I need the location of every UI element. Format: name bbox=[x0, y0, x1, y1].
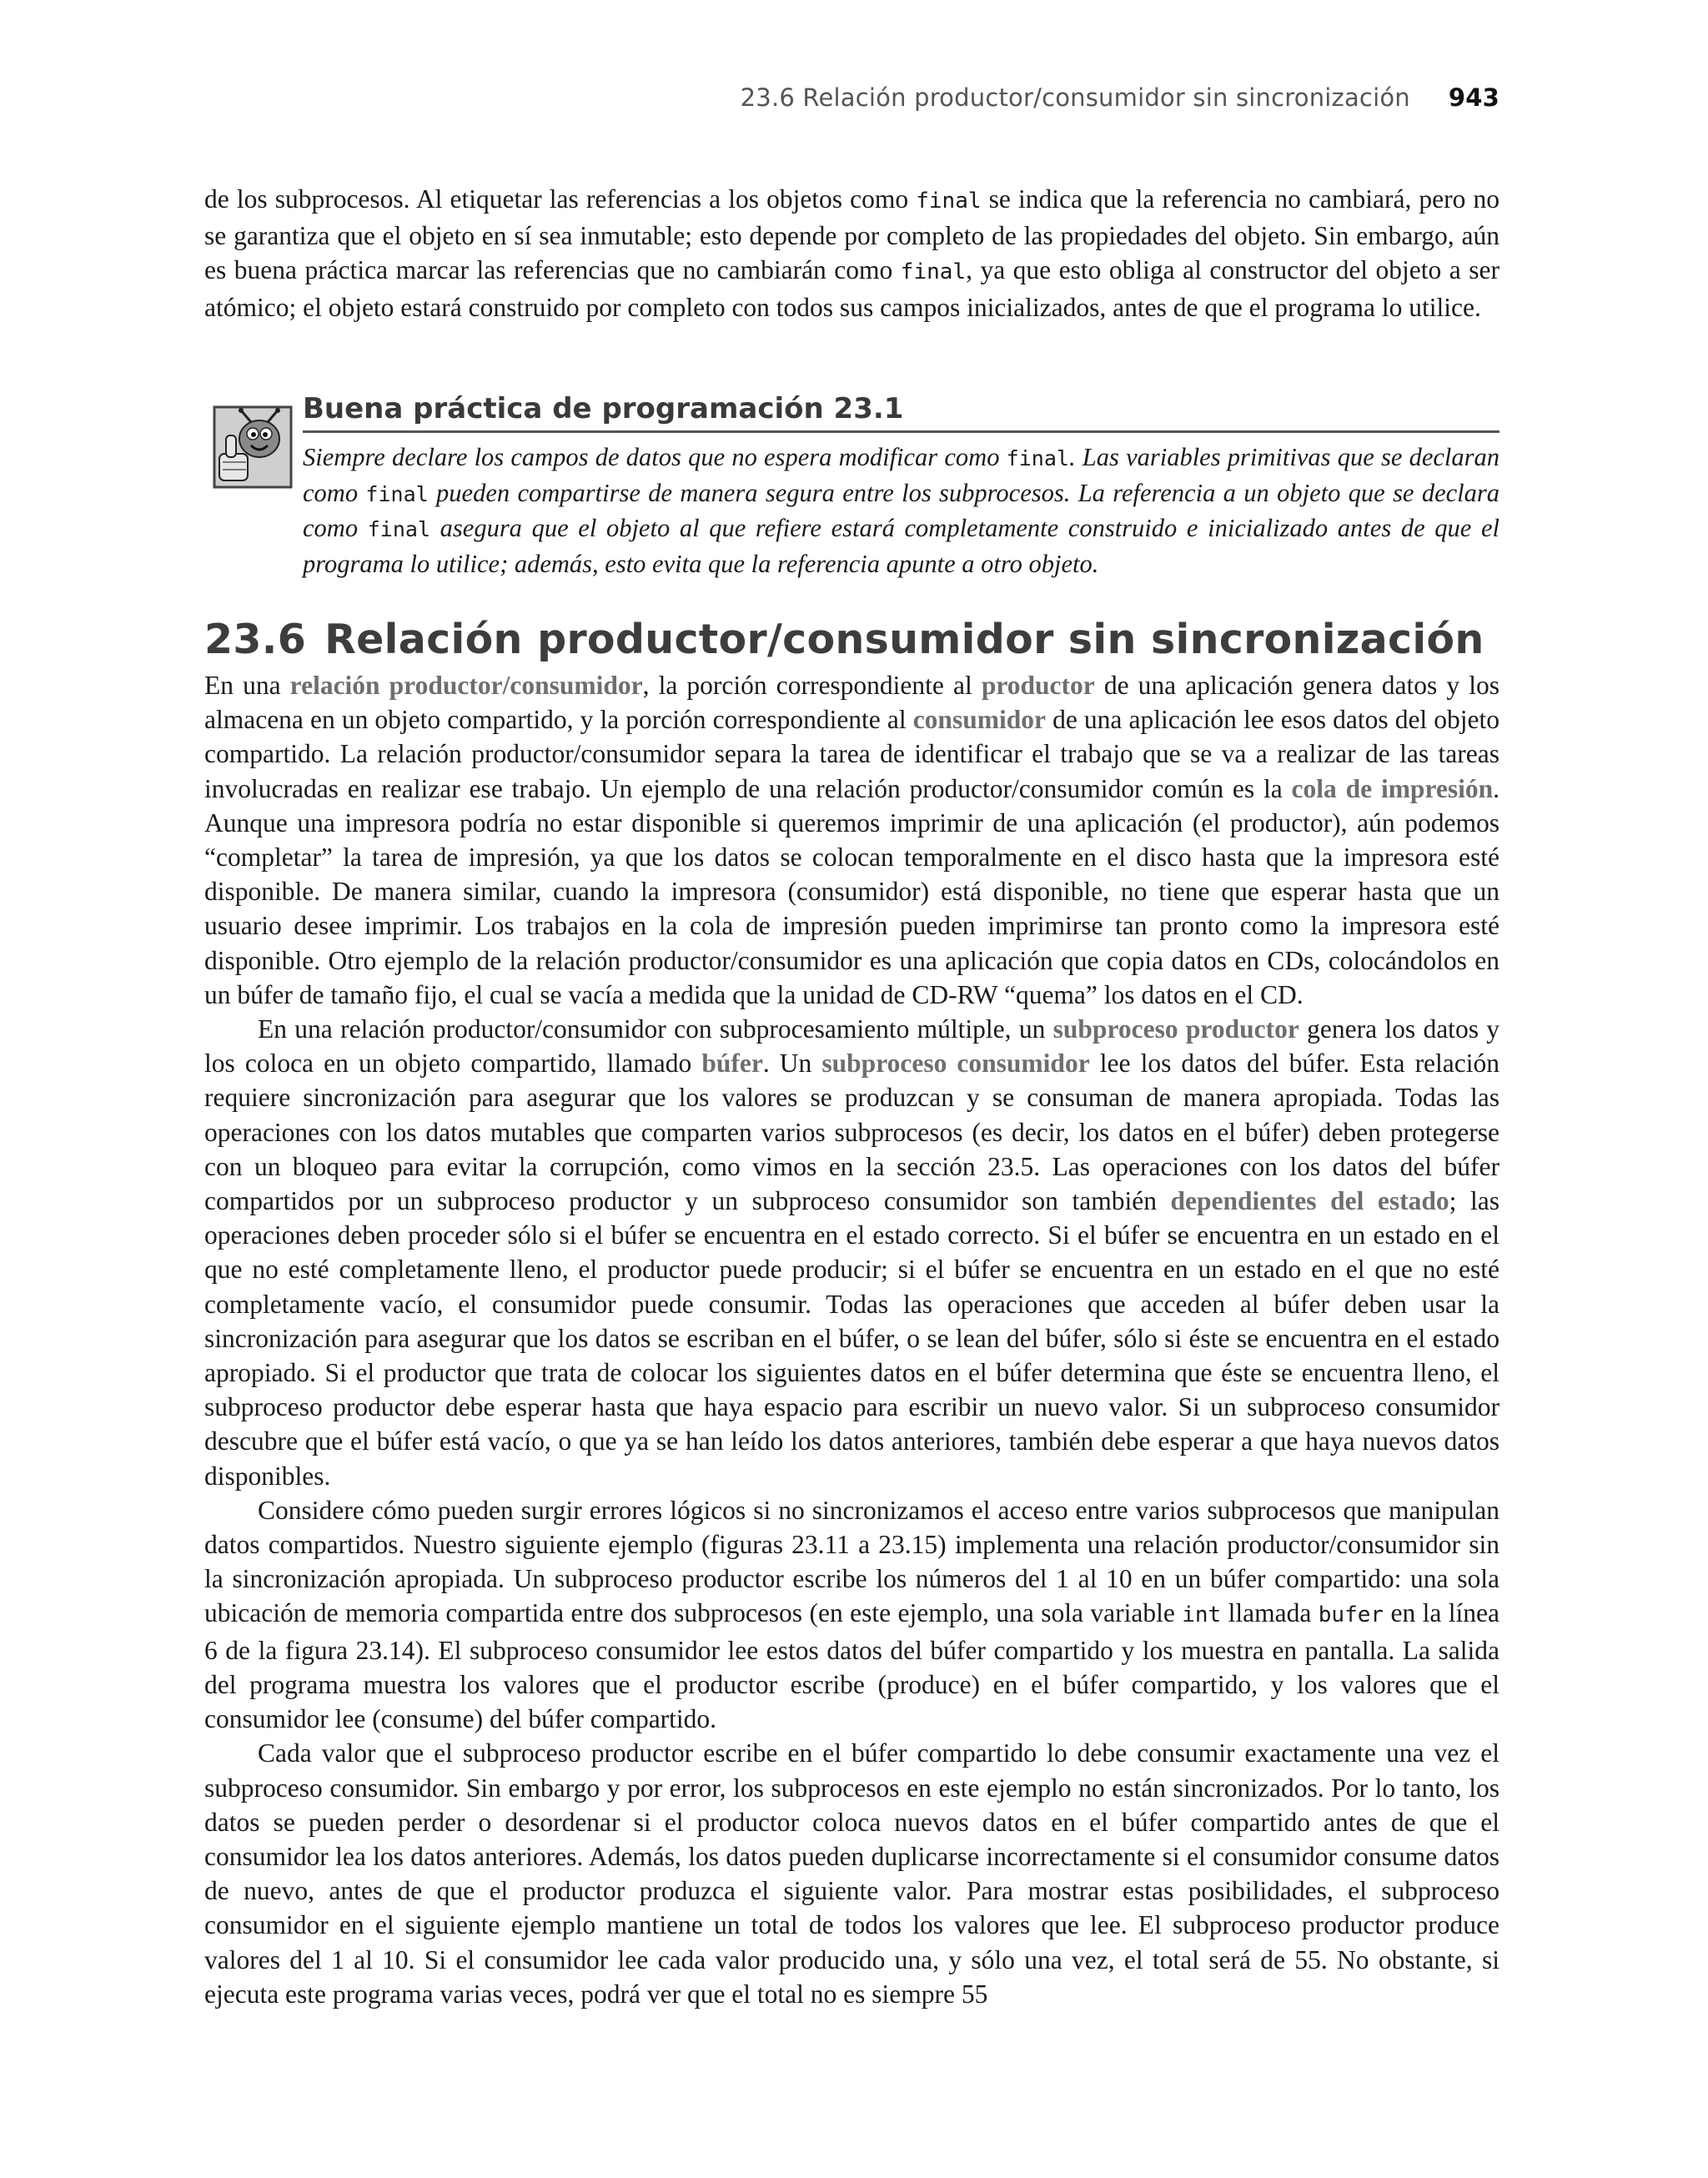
section-title: Relación productor/consumidor sin sincronización bbox=[324, 616, 1484, 663]
text-run: . Aunque una impresora podría no estar disponible si queremos imprimir de una aplicación (el productor), aún podemos “completar” la tarea de impresión, ya que los datos se colocan temporalmente en el disco hasta que la impresora esté disponible. De manera similar, cuando la impresora (consumidor) está disponible, no tiene que esperar hasta que un usuario desee imprimir. Los trabajos en la cola de impresión pueden imprimirse tan pronto como la impresora esté disponible. Otro ejemplo de la relación productor/consumidor es una aplicación que copia datos en CDs, colocándolos en un búfer de tamaño fijo, el cual se vacía a medida que la unidad de CD-RW “quema” los datos en el CD. bbox=[204, 773, 1500, 1009]
text-run: , ya que esto obliga al constructor del objeto a ser atómico; el objeto estará construido por completo con todos sus campos inicializados, antes de que el programa lo utilice. bbox=[204, 255, 1500, 322]
text-run: ; las operaciones deben proceder sólo si el búfer se encuentra en el estado correcto. Si el búfer se encuentra en un estado en el que no esté completamente lleno, el productor puede producir; si el búfer se encuentra en un estado en el que no esté completamente vacío, el consumidor puede consumir. Todas las operaciones que acceden al búfer deben usar la sincronización para asegurar que los datos se escriban en el búfer, o se lean del búfer, sólo si éste se encuentra en el estado apropiado. Si el productor que trata de colocar los siguientes datos en el búfer determina que éste se encuentra lleno, el subproceso productor debe esperar hasta que haya espacio para escribir un nuevo valor. Si un subproceso consumidor descubre que el búfer está vacío, o que ya se han leído los datos anteriores, también debe esperar a que haya nuevos datos disponibles. bbox=[204, 1186, 1500, 1491]
text-run: en la línea 6 de la figura 23.14). El subproceso consumidor lee estos datos del búfer compartido y los muestra en pantalla. La salida del programa muestra los valores que el productor escribe (produce) en el búfer compartido, y los valores que el consumidor lee (consume) del búfer compartido. bbox=[204, 1598, 1500, 1734]
section-number: 23.6 bbox=[204, 616, 307, 663]
keyword-term: subproceso consumidor bbox=[821, 1049, 1090, 1079]
keyword-term: consumidor bbox=[912, 705, 1046, 735]
keyword-term: productor bbox=[981, 671, 1095, 700]
good-practice-text bbox=[303, 440, 1500, 581]
running-head-section: 23.6 Relación productor/consumidor sin sincronización bbox=[740, 83, 1410, 112]
text-run: En una bbox=[204, 671, 290, 700]
text-run: de los subprocesos. Al etiquetar las referencias a los objetos como bbox=[204, 184, 917, 214]
code-final: final bbox=[916, 189, 982, 214]
text-run: , la porción correspondiente al bbox=[642, 671, 982, 700]
text-run: genera los datos y los coloca en un objeto compartido, llamado bbox=[204, 1014, 1500, 1079]
keyword-term: cola de impresión bbox=[1291, 773, 1494, 803]
paragraph-4 bbox=[204, 1736, 1500, 2011]
paragraph-1 bbox=[204, 668, 1500, 1012]
intro-paragraph-block bbox=[204, 182, 1500, 324]
code-bufer: bufer bbox=[1318, 1602, 1384, 1628]
intro-paragraph bbox=[204, 182, 1500, 324]
code-final: final bbox=[367, 517, 430, 541]
good-practice-title: Buena práctica de programación 23.1 bbox=[303, 392, 1500, 433]
text-run: lee los datos del búfer. Esta relación requiere sincronización para asegurar que los valores se produzcan y se consuman de manera apropiada. Todas las operaciones con los datos mutables que comparten varios subprocesos (es decir, los datos en el búfer) deben protegerse con un bloqueo para evitar la corrupción, como vimos en la sección 23.5. Las operaciones con los datos del búfer compartidos por un subproceso productor y un subproceso consumidor son también bbox=[204, 1049, 1500, 1216]
code-final: final bbox=[900, 259, 967, 285]
text-run: Cada valor que el subproceso productor escribe en el búfer compartido lo debe consumir exactamente una vez el subproceso consumidor. Sin embargo y por error, los subprocesos en este ejemplo no están sincronizados. Por lo tanto, los datos se pueden perder o desordenar si el productor coloca nuevos datos en el búfer compartido antes de que el consumidor lea los datos anteriores. Además, los datos pueden duplicarse incorrectamente si el consumidor consume datos de nuevo, antes de que el productor produzca el siguiente valor. Para mostrar estas posibilidades, el subproceso consumidor en el siguiente ejemplo mantiene un total de todos los valores que lee. El subproceso productor produce valores del 1 al 10. Si el consumidor lee cada valor producido una, y sólo una vez, el total será de 55. No obstante, si ejecuta este programa varias veces, podrá ver que el total no es siempre 55 bbox=[204, 1738, 1500, 2009]
paragraph-2 bbox=[204, 1012, 1500, 1493]
text-run: pueden compartirse de manera segura entre los subprocesos. La referencia a un objeto que se declara como bbox=[303, 478, 1500, 542]
text-run: Siempre declare los campos de datos que no espera modificar como bbox=[303, 443, 1007, 471]
running-head bbox=[734, 83, 1500, 112]
good-practice-box bbox=[204, 392, 1500, 584]
code-int: int bbox=[1182, 1602, 1222, 1628]
thumbs-up-bug-icon bbox=[213, 405, 293, 489]
keyword-term: dependientes del estado bbox=[1170, 1186, 1449, 1216]
text-run: . Las variables primitivas que se declaran como bbox=[303, 443, 1500, 507]
text-run: En una relación productor/consumidor con subprocesamiento múltiple, un bbox=[258, 1014, 1053, 1044]
text-run: llamada bbox=[1221, 1598, 1319, 1628]
keyword-term: subproceso productor bbox=[1052, 1014, 1299, 1044]
paragraph-3 bbox=[204, 1493, 1500, 1736]
code-final: final bbox=[1006, 446, 1069, 470]
text-run: asegura que el objeto al que refiere estará completamente construido e inicializado antes de que el programa lo utilice; además, esto evita que la referencia apunte a otro objeto. bbox=[303, 514, 1500, 578]
text-run: Considere cómo pueden surgir errores lógicos si no sincronizamos el acceso entre varios subprocesos que manipulan datos compartidos. Nuestro siguiente ejemplo (figuras 23.11 a 23.15) implementa una relación productor/consumidor sin la sincronización apropiada. Un subproceso productor escribe los números del 1 al 10 en un búfer compartido: una sola ubicación de memoria compartida entre dos subprocesos (en este ejemplo, una sola variable bbox=[204, 1495, 1500, 1628]
text-run: se indica que la referencia no cambiará, pero no se garantiza que el objeto en sí sea inmutable; esto depende por completo de las propiedades del objeto. Sin embargo, aún es buena práctica marcar las referencias que no cambiarán como bbox=[204, 184, 1500, 285]
text-run: de una aplicación genera datos y los almacena en un objeto compartido, y la porción correspondiente al bbox=[204, 671, 1500, 735]
section-body bbox=[204, 668, 1500, 2011]
code-final: final bbox=[365, 481, 429, 506]
page-number: 943 bbox=[1448, 83, 1500, 112]
keyword-term: búfer bbox=[701, 1049, 763, 1079]
section-heading bbox=[204, 616, 1500, 663]
text-run: . Un bbox=[762, 1049, 822, 1079]
text-run: de una aplicación lee esos datos del objeto compartido. La relación productor/consumidor separa la tarea de identificar el trabajo que se va a realizar de las tareas involucradas en realizar ese trabajo. Un ejemplo de una relación productor/consumidor común es la bbox=[204, 705, 1500, 803]
keyword-term: relación productor/consumidor bbox=[289, 671, 643, 700]
